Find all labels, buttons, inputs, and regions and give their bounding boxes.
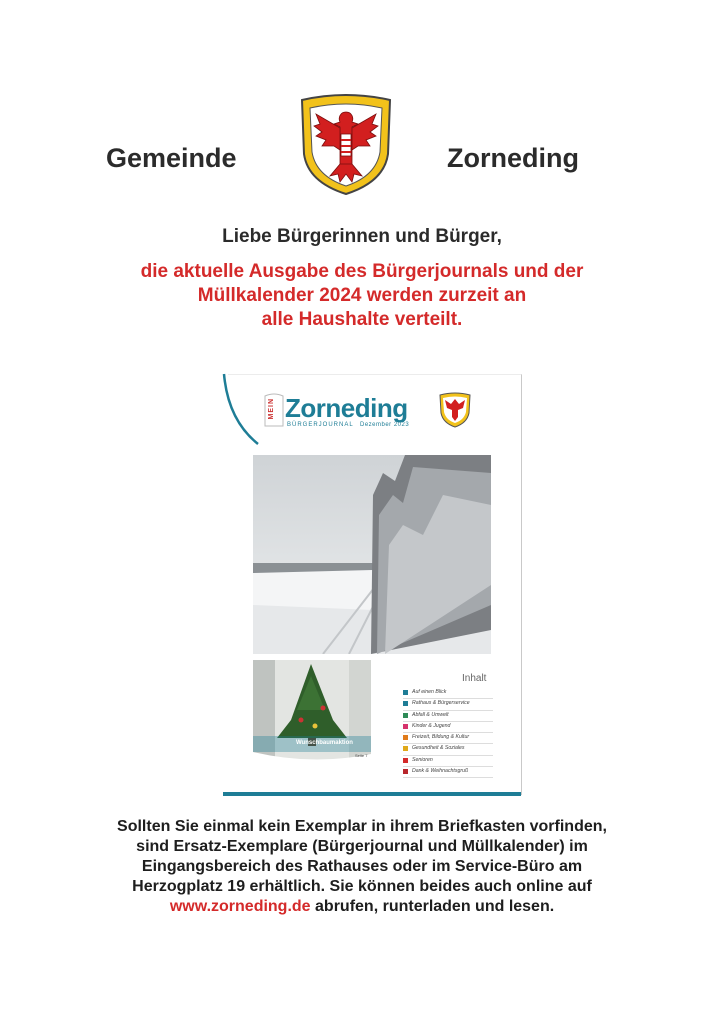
announcement-line: Müllkalender 2024 werden zurzeit an: [197, 285, 527, 306]
toc-bullet: [403, 758, 408, 763]
toc-bullet: [403, 701, 408, 706]
winter-landscape-photo: [253, 455, 491, 654]
info-paragraph: [0, 817, 724, 917]
toc-item: Auf einen Blick: [403, 688, 493, 699]
municipality-label: Gemeinde: [106, 143, 237, 173]
toc-item: Kinder & Jugend: [403, 722, 493, 733]
thumb-caption: Wunschbaumaktion: [296, 740, 353, 746]
masthead-date: Dezember 2023: [360, 422, 410, 428]
cover-swoosh: [220, 372, 260, 452]
toc-bullet: [403, 769, 408, 774]
toc-item: Senioren: [403, 756, 493, 767]
toc-bullet: [403, 746, 408, 751]
masthead-title: Zorneding: [285, 393, 408, 423]
announcement-line: alle Haushalte verteilt.: [261, 309, 463, 330]
info-line: Sollten Sie einmal kein Exemplar in ihrem Briefkasten vorfinden,: [117, 818, 607, 835]
toc-bullet: [403, 724, 408, 729]
info-line: Eingangsbereich des Rathauses oder im Service-Büro am: [141, 858, 583, 875]
toc-bullet: [403, 690, 408, 695]
toc-item: Dank & Weihnachtsgruß: [403, 767, 493, 778]
greeting: Liebe Bürgerinnen und Bürger,: [222, 226, 502, 247]
toc-item: Rathaus & Bürgerservice: [403, 699, 493, 710]
toc-item: Gesundheit & Soziales: [403, 744, 493, 755]
thumb-page-number: Seite 7: [355, 753, 368, 758]
toc-list: [403, 688, 493, 778]
announcement: [0, 260, 724, 332]
cover-bottom-bar: [223, 792, 521, 796]
toc-item: Freizeit, Bildung & Kultur: [403, 733, 493, 744]
announcement-line: die aktuelle Ausgabe des Bürgerjournals und der: [140, 261, 584, 282]
toc-bullet: [403, 713, 408, 718]
info-line: Herzogplatz 19 erhältlich. Sie können beides auch online auf: [132, 878, 592, 895]
municipality-name: Zorneding: [447, 143, 579, 173]
info-line: sind Ersatz-Exemplare (Bürgerjournal und Müllkalender) im: [136, 838, 588, 855]
website-link[interactable]: www.zorneding.de: [169, 898, 311, 915]
christmas-tree-photo: [253, 660, 371, 765]
cover-coat-of-arms-icon: [437, 392, 473, 433]
info-line-rest: abrufen, runterladen und lesen.: [310, 898, 555, 915]
masthead-subtitle: BÜRGERJOURNAL: [287, 422, 354, 428]
toc-bullet: [403, 735, 408, 740]
info-line-last: [0, 897, 724, 917]
toc-title: Inhalt: [462, 673, 487, 684]
masthead-mein: MEIN: [268, 398, 275, 420]
coat-of-arms: [294, 94, 398, 196]
toc-item: Abfall & Umwelt: [403, 711, 493, 722]
